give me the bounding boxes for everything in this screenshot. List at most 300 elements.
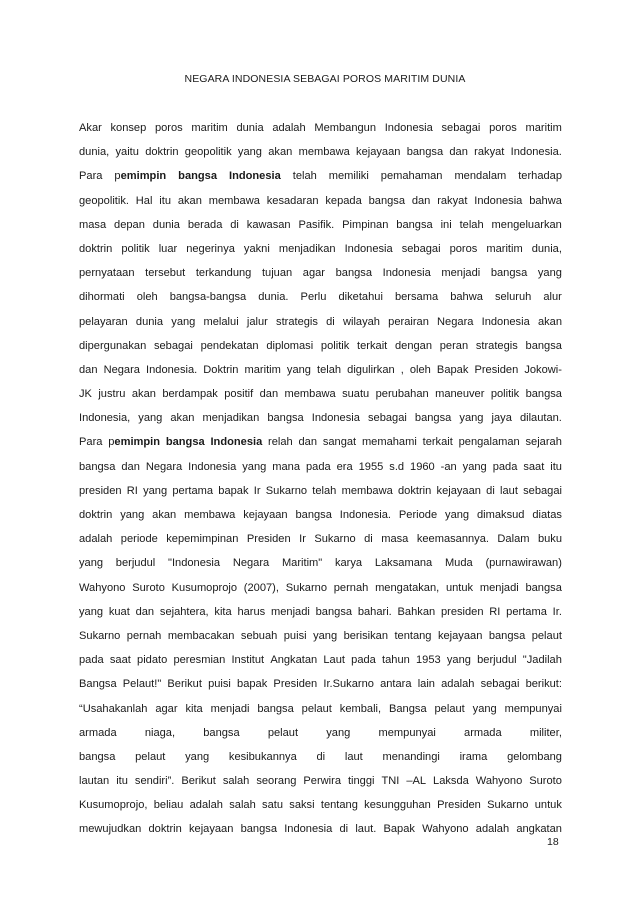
word: berikut: [525, 678, 562, 691]
word: oleh [409, 363, 431, 376]
word: Indonesia [474, 194, 523, 207]
word: mendalam [454, 170, 507, 183]
word: Ir [299, 533, 306, 546]
word: bangsa [203, 726, 240, 739]
word: sejahtera, [159, 605, 209, 618]
word: bangsa [315, 605, 353, 618]
word: RI [489, 605, 501, 618]
word: strategis [475, 339, 518, 352]
text-line [79, 140, 562, 164]
word: yang [326, 726, 351, 739]
page-title: NEGARA INDONESIA SEBAGAI POROS MARITIM DUNIA [184, 73, 466, 85]
word: yang [143, 484, 168, 497]
word: karya [334, 557, 363, 570]
word: relah [268, 436, 293, 449]
word: yang [537, 267, 562, 280]
word: Hal [135, 194, 153, 207]
text-line [79, 721, 562, 745]
word: Jokowi- [524, 363, 562, 376]
word: bersama [394, 291, 439, 304]
text-line [79, 334, 562, 358]
word: pemahaman [380, 170, 443, 183]
word: doktrin [145, 146, 179, 159]
word: bangsa [525, 581, 562, 594]
page-number: 18 [547, 836, 559, 848]
word: memiliki [328, 170, 369, 183]
word: memahami [361, 436, 417, 449]
word: Indonesia [481, 315, 530, 328]
word: armada [79, 726, 117, 739]
word: Maritim" [281, 557, 323, 570]
text-line [79, 527, 562, 551]
word: presiden [440, 605, 484, 618]
word: pemimpin [114, 170, 167, 183]
word: seluruh [494, 291, 532, 304]
word: bangsa [267, 412, 304, 425]
text-line [79, 793, 562, 817]
word: bangsa [79, 750, 116, 763]
word: Doktrin [203, 363, 239, 376]
word: yang [79, 605, 104, 618]
text-line [79, 817, 562, 841]
word: militer, [529, 726, 562, 739]
word: digulirkan [347, 363, 395, 376]
text-line [79, 576, 562, 600]
word: presiden [79, 484, 122, 497]
word: diplomasi [266, 339, 314, 352]
word: yang [171, 315, 196, 328]
word: dunia. [258, 291, 289, 304]
word: bangsa [406, 146, 444, 159]
word: diatas [532, 509, 562, 521]
word: Laut [323, 654, 345, 667]
word: dunia [135, 315, 164, 328]
word: Institut [231, 654, 265, 667]
word: membawa [341, 484, 393, 497]
word: bahwa [450, 291, 483, 304]
word: adalah [79, 533, 113, 546]
word: yang [445, 509, 470, 521]
word: membacakan [167, 629, 235, 642]
word: Muda [444, 557, 473, 570]
word: “Usahakanlah [79, 702, 148, 715]
text-line [79, 189, 562, 213]
text-line [79, 551, 562, 575]
word: mengeluarkan [491, 218, 562, 231]
word: kejayaan [436, 484, 481, 497]
word: (2007), [243, 581, 279, 594]
word: tinggi [347, 775, 375, 788]
word: lain [417, 678, 435, 691]
word: menjadi [479, 581, 519, 594]
word: RI [126, 484, 138, 497]
word: salah [229, 799, 256, 812]
word: Indonesia [344, 242, 393, 255]
word: maritim [525, 122, 562, 134]
word: Berikut [167, 678, 202, 691]
word: akan [170, 412, 195, 425]
word: Suroto [132, 581, 165, 594]
word: Negara [145, 460, 183, 473]
word: bahwa [529, 194, 562, 207]
word: s.d [389, 460, 405, 473]
word: dan [135, 605, 155, 618]
word: kejayaan [437, 629, 483, 642]
word: itu [159, 194, 171, 207]
word: 1953 [416, 654, 441, 667]
word: pada [305, 460, 331, 473]
word: dunia, [531, 242, 562, 255]
word: kembali, [339, 702, 382, 715]
word: pertama [172, 484, 214, 497]
word: Sukarno [79, 629, 121, 642]
word: armada [464, 726, 502, 739]
word: bangsa [414, 412, 452, 425]
text-line [79, 285, 562, 309]
word: "Jadilah [522, 654, 562, 667]
word: menjadikan [278, 242, 336, 255]
word: poros [449, 242, 478, 255]
word: maneuver [435, 388, 485, 401]
word: mengatakan, [375, 581, 440, 594]
word: tujuan [261, 267, 293, 280]
text-line [79, 116, 562, 140]
word: mempunyai [378, 726, 436, 739]
word: dan [79, 363, 98, 376]
word: peran [439, 339, 469, 352]
word: akan [268, 146, 293, 159]
word: adalah [475, 823, 510, 836]
word: telah [312, 484, 337, 497]
word: –AL [406, 775, 427, 788]
word: tentang [394, 629, 432, 642]
word: kejayaan [243, 509, 288, 521]
word: bangsa [525, 339, 562, 352]
word: TNI [381, 775, 400, 788]
word: bangsa [240, 823, 277, 836]
word: pernyataan [79, 267, 135, 280]
word: di [230, 218, 239, 231]
word: Berikut [181, 775, 216, 788]
word: Presiden [474, 363, 519, 376]
word: untuk [534, 799, 562, 812]
word: dan [411, 194, 431, 207]
word: dan [121, 460, 140, 473]
text-line [79, 624, 562, 648]
word: salah [222, 775, 250, 788]
word: Negara [437, 315, 474, 328]
word: telah [292, 170, 317, 183]
word: di [486, 484, 495, 497]
word: bangsa [525, 388, 562, 401]
word: Indonesia [311, 412, 360, 425]
word: berjudul [477, 654, 517, 667]
word: kita [185, 702, 203, 715]
word: yang [472, 702, 497, 715]
word: akan [131, 388, 156, 401]
text-line [79, 406, 562, 430]
word: dengan [394, 339, 433, 352]
word: pelaut [267, 726, 299, 739]
word: pertama [506, 605, 547, 618]
text-line [79, 382, 562, 406]
word: diketahui [338, 291, 383, 304]
word: menjadi [210, 702, 250, 715]
word: sejarah [525, 436, 562, 449]
word: yang [286, 363, 311, 376]
word: saksi [289, 799, 315, 812]
word: bangsa [335, 267, 373, 280]
word: bangsa-bangsa [169, 291, 247, 304]
text-line [79, 261, 562, 285]
word: bangsa [490, 267, 528, 280]
word: telah [459, 218, 484, 231]
word: pelaut [135, 750, 166, 763]
word: politik [121, 242, 150, 255]
word: Laksda [433, 775, 469, 788]
word: Indonesia [210, 436, 263, 449]
word: keemasannya. [416, 533, 489, 546]
word: Indonesia [188, 460, 237, 473]
word: 1955 [358, 460, 384, 473]
text-line [79, 455, 562, 479]
word: sendiri”. [134, 775, 175, 788]
word: pernah [333, 581, 369, 594]
text-line [79, 213, 562, 237]
word: Angkatan [270, 654, 318, 667]
word: di [316, 750, 326, 763]
word: sebagai [480, 678, 520, 691]
word: doktrin [148, 823, 182, 836]
word: Indonesia [228, 170, 281, 183]
word: Bapak [383, 823, 415, 836]
word: di [326, 315, 335, 328]
word: Para [79, 170, 103, 183]
word: membawa [184, 509, 236, 521]
word: Perlu [300, 291, 327, 304]
text-line [79, 648, 562, 672]
word: Pimpinan [342, 218, 389, 231]
word: Sukarno [285, 581, 328, 594]
word: bangsa [178, 170, 218, 183]
text-line [79, 672, 562, 696]
word: maritim [191, 122, 228, 134]
word: perubahan [375, 388, 429, 401]
word: terkait [422, 436, 453, 449]
text-line [79, 237, 562, 261]
word: membawa [284, 388, 336, 401]
word: Sukarno [314, 533, 356, 546]
word: bangsa [165, 436, 205, 449]
word: kepada [325, 194, 362, 207]
word: niaga, [144, 726, 176, 739]
word: bangsa [488, 629, 526, 642]
word: yang [120, 509, 145, 521]
word: itu [550, 460, 562, 473]
word: tersebut [145, 267, 186, 280]
body-paragraph [79, 116, 562, 842]
word: dipergunakan [79, 339, 147, 352]
text-line [79, 164, 562, 188]
word: Ir. [552, 605, 562, 618]
word: di [364, 533, 373, 546]
word: pada [351, 654, 376, 667]
word: Suroto [529, 775, 562, 788]
word: bangsa [295, 509, 332, 521]
word: akan [537, 315, 562, 328]
word: membawa [298, 146, 350, 159]
word: harus [237, 605, 266, 618]
word: maritim [244, 363, 281, 376]
word: negerinya [186, 242, 235, 255]
word: bangsa [257, 702, 294, 715]
word: Presiden [273, 678, 318, 691]
word: saat [109, 654, 131, 667]
word: bahari. [357, 605, 392, 618]
word: bangsa [79, 460, 116, 473]
word: yang [446, 654, 471, 667]
word: pelayaran [79, 315, 128, 328]
word: adalah [272, 122, 306, 134]
word: Presiden [437, 799, 481, 812]
word: politik [320, 339, 350, 352]
word: sebagai [401, 242, 441, 255]
text-line [79, 600, 562, 624]
word: buku [537, 533, 562, 546]
word: (purnawirawan) [485, 557, 562, 570]
word: bangsa [368, 194, 406, 207]
word: periode [120, 533, 158, 546]
text-line [79, 479, 562, 503]
word: menjadi [441, 267, 481, 280]
word: jaya [491, 412, 512, 425]
word: perairan [388, 315, 429, 328]
word: Bangsa [79, 678, 117, 691]
word: depan [114, 218, 145, 231]
word: Bangsa [388, 702, 427, 715]
word: dan [298, 436, 318, 449]
word: adalah [189, 799, 223, 812]
word: ini [440, 218, 452, 231]
word: poros [489, 122, 517, 134]
word: yang [185, 750, 210, 763]
word: rakyat [474, 146, 505, 159]
word: pengalaman [458, 436, 520, 449]
text-line [79, 358, 562, 382]
word: terhadap [518, 170, 562, 183]
word: Indonesia [384, 122, 433, 134]
word: konsep [110, 122, 147, 134]
word: dunia, [79, 146, 110, 159]
word: pada [492, 460, 518, 473]
word: doktrin [397, 484, 432, 497]
word: Laksamana [374, 557, 433, 570]
word: Wahyono [422, 823, 469, 836]
word: pemimpin [108, 436, 161, 449]
word: yang [242, 460, 267, 473]
word: maritim [486, 242, 523, 255]
word: tahun [382, 654, 410, 667]
word: membawa [208, 194, 260, 207]
word: "Indonesia [168, 557, 221, 570]
word: JK [79, 388, 92, 401]
word: yang [313, 629, 338, 642]
word: dilautan. [519, 412, 562, 425]
word: 1960 [410, 460, 435, 473]
word: puisi [208, 678, 231, 691]
word: Wahyono [475, 775, 523, 788]
word: dunia [152, 218, 180, 231]
word: terkait [357, 339, 388, 352]
word: Negara [103, 363, 140, 376]
word: Indonesia. [146, 363, 198, 376]
word: yang [459, 412, 484, 425]
word: dan [449, 146, 468, 159]
word: Indonesia. [510, 146, 562, 159]
word: yang [79, 557, 104, 570]
word: Kusumoprojo, [79, 799, 148, 812]
word: Perwira [303, 775, 341, 788]
word: Bapak [436, 363, 469, 376]
word: Membangun [314, 122, 376, 134]
word: era [336, 460, 353, 473]
word: Kusumoprojo [171, 581, 238, 594]
word: dihormati [79, 291, 125, 304]
word: pelaut [531, 629, 562, 642]
word: Pasifik. [298, 218, 335, 231]
word: Negara [232, 557, 270, 570]
word: Para [79, 436, 103, 449]
word: terkandung [195, 267, 252, 280]
word: sebagai [153, 339, 193, 352]
word: berjudul [115, 557, 156, 570]
word: dan [259, 388, 279, 401]
word: kesibukannya [228, 750, 297, 763]
word: doktrin [79, 509, 113, 521]
word: Dalam [497, 533, 530, 546]
text-line [79, 430, 562, 454]
text-line [79, 769, 562, 793]
word: laut [344, 750, 363, 763]
word: yang [138, 412, 163, 425]
word: Indonesia [382, 267, 431, 280]
word: pendekatan [200, 339, 259, 352]
word: jalur [246, 315, 268, 328]
word: bapak [237, 678, 268, 691]
word: geopolitik. [79, 194, 129, 207]
word: Sukarno [265, 484, 308, 497]
word: pada [79, 654, 104, 667]
word: doktrin [79, 242, 113, 255]
word: saat [523, 460, 545, 473]
word: Ir.Sukarno [323, 678, 374, 691]
word: yang [237, 146, 262, 159]
word: kesadaran [266, 194, 319, 207]
word: sebagai [523, 484, 562, 497]
word: masa [79, 218, 107, 231]
word: melalui [203, 315, 239, 328]
word: seorang [256, 775, 297, 788]
word: dunia [236, 122, 264, 134]
word: Wahyono [79, 581, 126, 594]
word: sangat [322, 436, 357, 449]
word: untuk [445, 581, 474, 594]
word: agar [155, 702, 178, 715]
word: Sukarno [487, 799, 529, 812]
word: mempunyai [504, 702, 562, 715]
word: berisikan [343, 629, 388, 642]
word: sebuah [240, 629, 278, 642]
